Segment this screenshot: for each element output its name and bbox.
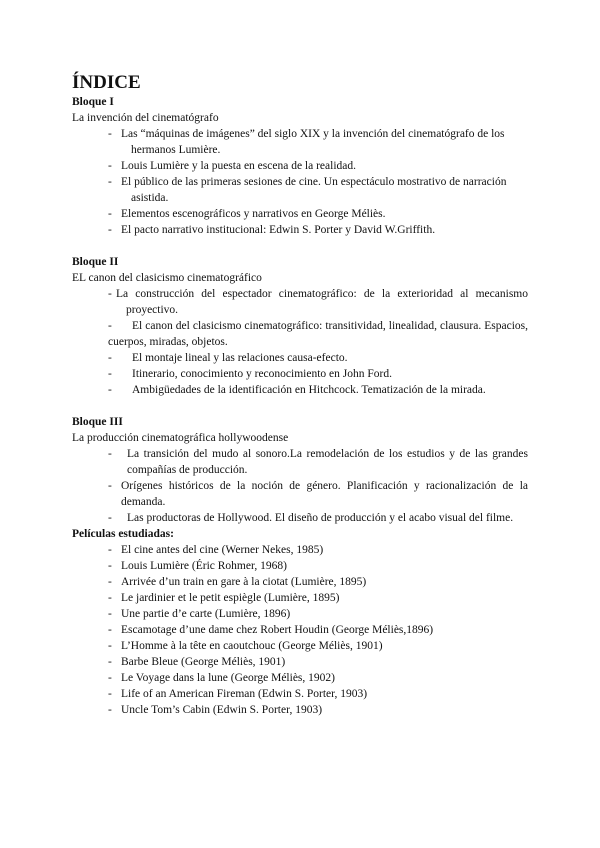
bloque-3 [72, 414, 528, 526]
page-title: ÍNDICE [72, 72, 141, 93]
bloque-2-list [72, 286, 528, 398]
list-item [72, 446, 528, 478]
film-title: El cine antes del cine (Werner Nekes, 1985) [121, 544, 324, 556]
film-title: Une partie d’e carte (Lumière, 1896) [121, 608, 291, 620]
film-title: Le jardinier et le petit espiègle (Lumière, 1895) [121, 592, 340, 604]
dash-marker: - [108, 576, 112, 588]
dash-marker: - [108, 368, 112, 380]
film-item [72, 686, 528, 702]
list-item-text: Louis Lumière y la puesta en escena de la realidad. [121, 160, 357, 172]
list-item-text: El pacto narrativo institucional: Edwin S. Porter y David W.Griffith. [121, 224, 436, 236]
dash-marker: - [108, 128, 112, 140]
film-item [72, 606, 528, 622]
dash-marker: - [108, 448, 112, 460]
dash-marker: - [108, 160, 112, 172]
list-item [72, 318, 528, 350]
films-section [72, 526, 528, 718]
list-item [72, 174, 528, 206]
list-item-text: Orígenes históricos de la noción de género. Planificación y racionalización de la demanda. [121, 480, 528, 508]
film-title: Life of an American Fireman (Edwin S. Porter, 1903) [121, 688, 368, 700]
film-item [72, 574, 528, 590]
list-item [72, 382, 528, 398]
dash-marker: - [108, 384, 112, 396]
dash-marker: - [108, 592, 112, 604]
dash-marker: - [108, 624, 112, 636]
list-item-text: Itinerario, conocimiento y reconocimiento en John Ford. [132, 368, 392, 380]
dash-marker: - [108, 512, 112, 524]
list-item-text: Las “máquinas de imágenes” del siglo XIX y la invención del cinematógrafo de los hermanos Lumière. [121, 128, 505, 156]
dash-marker: - [108, 288, 112, 300]
bloque-3-subtitle: La producción cinematográfica hollywoodense [72, 432, 289, 444]
dash-marker: - [108, 176, 112, 188]
bloque-2-subtitle: EL canon del clasicismo cinematográfico [72, 272, 262, 284]
list-item-text: Ambigüedades de la identificación en Hitchcock. Tematización de la mirada. [132, 384, 486, 396]
dash-marker: - [108, 480, 112, 492]
film-item [72, 542, 528, 558]
dash-marker: - [108, 352, 112, 364]
film-item [72, 622, 528, 638]
films-heading: Películas estudiadas: [72, 528, 174, 540]
dash-marker: - [108, 672, 112, 684]
film-title: Barbe Bleue (George Méliès, 1901) [121, 656, 286, 668]
list-item [72, 206, 528, 222]
list-item-text: La transición del mudo al sonoro.La remodelación de los estudios y de las grandes compañías de producción. [127, 448, 528, 476]
film-title: Le Voyage dans la lune (George Méliès, 1902) [121, 672, 335, 684]
list-item [72, 478, 528, 510]
section-gap [72, 238, 528, 254]
list-item-text: Elementos escenográficos y narrativos en George Méliès. [121, 208, 386, 220]
bloque-2 [72, 254, 528, 398]
list-item [72, 510, 528, 526]
list-item [72, 126, 528, 158]
list-item-text: El público de las primeras sesiones de cine. Un espectáculo mostrativo de narración asistida. [121, 176, 507, 204]
film-title: Louis Lumière (Éric Rohmer, 1968) [121, 560, 287, 572]
list-item [72, 158, 528, 174]
list-item-text: Las productoras de Hollywood. El diseño de producción y el acabo visual del filme. [127, 512, 514, 524]
list-item [72, 222, 528, 238]
list-item [72, 350, 528, 366]
dash-marker: - [108, 688, 112, 700]
dash-marker: - [108, 640, 112, 652]
film-item [72, 638, 528, 654]
list-item-text: La construcción del espectador cinematográfico: de la exterioridad al mecanismo proyectivo. [116, 288, 528, 316]
bloque-1-list [72, 126, 528, 238]
bloque-3-list [72, 446, 528, 526]
film-title: Arrivée d’un train en gare à la ciotat (Lumière, 1895) [121, 576, 367, 588]
film-item [72, 558, 528, 574]
bloque-2-heading: Bloque II [72, 256, 119, 268]
dash-marker: - [108, 208, 112, 220]
film-title: L’Homme à la tête en caoutchouc (George Méliès, 1901) [121, 640, 383, 652]
film-item [72, 590, 528, 606]
bloque-3-heading: Bloque III [72, 416, 123, 428]
list-item [72, 286, 528, 318]
dash-marker: - [108, 560, 112, 572]
dash-marker: - [108, 224, 112, 236]
film-item [72, 670, 528, 686]
list-item-text: El montaje lineal y las relaciones causa-efecto. [132, 352, 348, 364]
film-title: Uncle Tom’s Cabin (Edwin S. Porter, 1903) [121, 704, 323, 716]
bloque-1-heading: Bloque I [72, 96, 114, 108]
dash-marker: - [108, 656, 112, 668]
list-item [72, 366, 528, 382]
dash-marker: - [108, 704, 112, 716]
bloque-1-subtitle: La invención del cinematógrafo [72, 112, 219, 124]
list-item-text: El canon del clasicismo cinematográfico: transitividad, linealidad, clausura. Espacios, cuerpos, miradas, objetos. [108, 320, 528, 348]
bloque-1 [72, 94, 528, 238]
film-title: Escamotage d’une dame chez Robert Houdin (George Méliès,1896) [121, 624, 434, 636]
document-page [72, 72, 528, 718]
dash-marker: - [108, 608, 112, 620]
section-gap [72, 398, 528, 414]
films-list [72, 542, 528, 718]
film-item [72, 702, 528, 718]
film-item [72, 654, 528, 670]
dash-marker: - [108, 544, 112, 556]
dash-marker: - [108, 320, 112, 332]
